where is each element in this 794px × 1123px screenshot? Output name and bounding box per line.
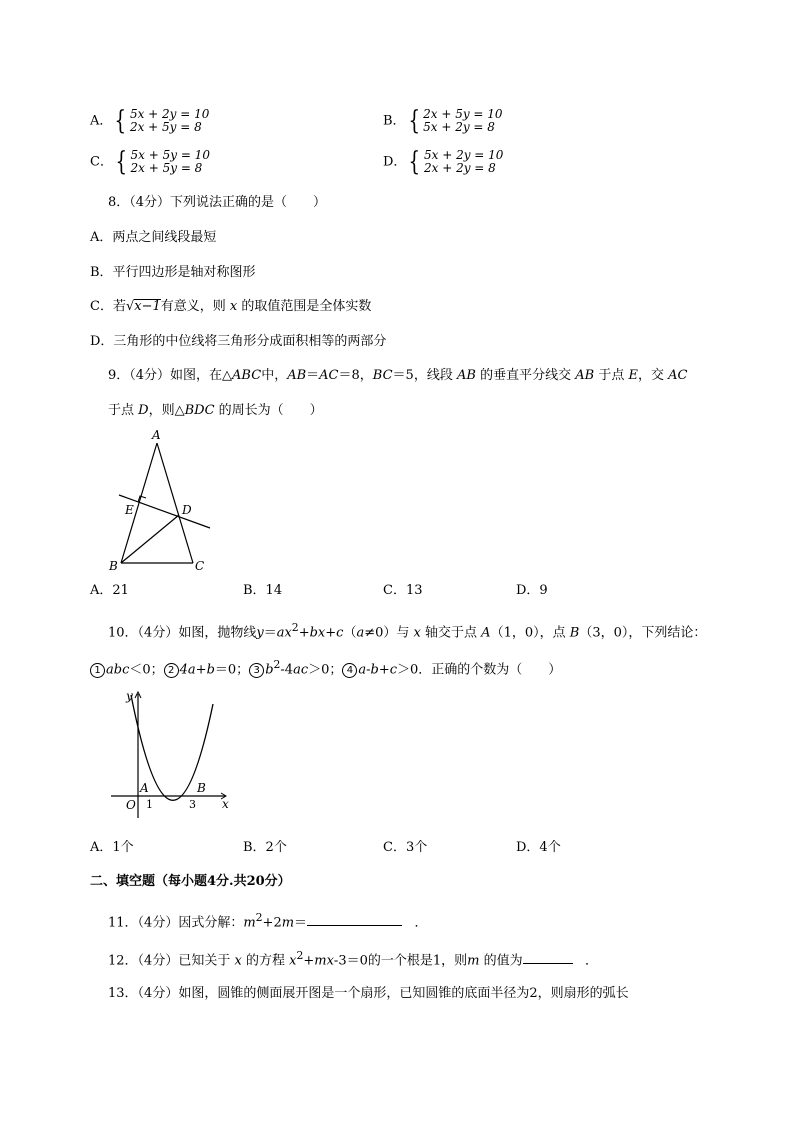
circled-number-4: 4	[342, 663, 357, 678]
tick-label-3: 3	[189, 798, 196, 811]
q9-option-d: D．9	[516, 583, 548, 598]
label-c: C	[195, 559, 205, 573]
answer-blank[interactable]	[307, 925, 402, 926]
q7-option-a: A．{ 5x + 2y = 10 2x + 5y = 8	[90, 106, 210, 136]
label-d: D	[182, 503, 192, 517]
q10-option-b: B．2个	[243, 840, 287, 855]
sqrt-symbol: √	[125, 299, 135, 314]
label-b: B	[109, 559, 118, 573]
section-title: 二、填空题（每小题4分.共20分）	[90, 874, 291, 889]
label-o: O	[126, 798, 136, 812]
label-e: E	[125, 503, 134, 517]
q7-option-b: B．{ 2x + 5y = 10 5x + 2y = 8	[383, 106, 503, 136]
q13: 13．（4分）如图，圆锥的侧面展开图是一个扇形，已知圆锥的底面半径为2，则扇形的弧长	[108, 986, 629, 1001]
label-y: y	[126, 689, 133, 703]
circled-number-3: 3	[249, 663, 264, 678]
q9-option-c: C．13	[383, 583, 423, 598]
q10-option-d: D．4个	[516, 840, 561, 855]
q9-stem-line1: 9．（4分）如图，在△ABC中，AB＝AC＝8，BC＝5，线段 AB 的垂直平分线交 AB 于点 E，交 AC	[108, 368, 688, 383]
q9-option-a: A．21	[90, 583, 129, 598]
circled-number-1: 1	[90, 663, 105, 678]
q7-option-d: D．{ 5x + 2y = 10 2x + 2y = 8	[383, 147, 504, 177]
circled-number-2: 2	[164, 663, 179, 678]
q10-option-a: A．1个	[90, 840, 134, 855]
q10-parabola-figure	[105, 688, 235, 823]
tick-label-1: 1	[146, 798, 153, 811]
label-a: A	[140, 781, 149, 795]
q9-stem-line2: 于点 D，则△BDC 的周长为（ ）	[108, 403, 323, 418]
label-b: B	[197, 781, 206, 795]
q12: 12．（4分）已知关于 x 的方程 $x^2+mx-3=0$的一个根是1，则m 的值为 ．	[108, 949, 599, 969]
label-a: A	[152, 428, 161, 442]
q8-option-a: A．两点之间线段最短	[90, 230, 217, 245]
q8-option-c: C．若√x−1有意义，则 x 的取值范围是全体实数	[90, 299, 372, 314]
q10-conclusions: 1 abc＜0； 2 4a+b＝0； 3 $b^2-4ac>0$； 4 a-b+c＞0．正确的个数为（ ）	[90, 657, 561, 678]
q8-option-d: D．三角形的中位线将三角形分成面积相等的两部分	[90, 334, 387, 349]
q9-option-b: B．14	[243, 583, 283, 598]
q11: 11．（4分）因式分解：$m^2+2m=$ ．	[108, 911, 428, 931]
q7-option-c: C．{ 5x + 5y = 10 2x + 5y = 8	[90, 147, 210, 177]
answer-blank[interactable]	[523, 963, 573, 964]
q10-stem-line1: 10．（4分）如图，抛物线$y=ax^2+bx+c(a\ne 0)$与 x 轴交于点 A（1，0），点 B（3，0），下列结论：	[108, 621, 707, 641]
q9-triangle-figure	[105, 425, 220, 575]
q8-option-b: B．平行四边形是轴对称图形	[90, 265, 256, 280]
q8-stem: 8．（4分）下列说法正确的是（ ）	[108, 195, 327, 210]
label-x: x	[222, 797, 229, 811]
q10-option-c: C．3个	[383, 840, 428, 855]
